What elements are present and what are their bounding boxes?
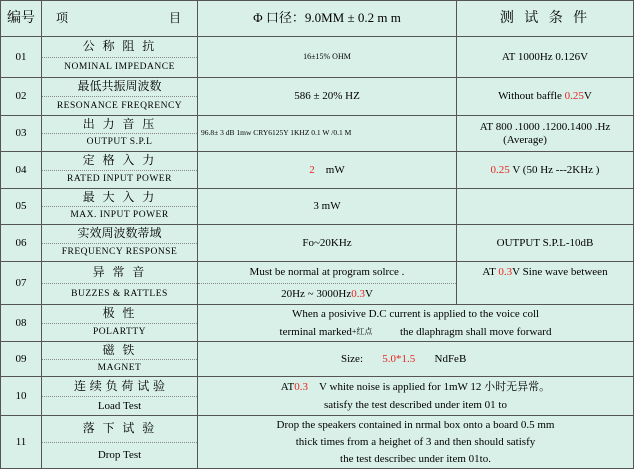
item-en: Load Test: [42, 396, 197, 415]
wide-text: terminal marked: [279, 325, 352, 338]
row-no: 10: [1, 377, 42, 416]
spec-line-2: [198, 283, 456, 304]
item-en: POLARTTY: [42, 323, 197, 341]
wide-line-1: When a posivive D.C current is applied to the voice coll: [291, 308, 540, 321]
row-item: [42, 189, 198, 225]
header-row: [1, 1, 634, 37]
row-no: 11: [1, 416, 42, 469]
table-row: [1, 416, 634, 469]
row-spec: 16±15% OHM: [198, 37, 457, 78]
wide-marker: +红点: [351, 327, 373, 337]
item-cn: 磁 铁: [102, 342, 137, 357]
row-cond: [457, 189, 634, 225]
header-item-right: 目: [168, 10, 183, 25]
cond-voltage: 0.3: [498, 266, 513, 278]
item-cn: 定 格 入 力: [82, 153, 157, 168]
row-item: [42, 152, 198, 189]
item-cn: 公 称 阻 抗: [82, 39, 157, 54]
row-cond: [457, 116, 634, 152]
cond-voltage: 0.25: [490, 163, 510, 176]
spec-unit: mW: [325, 163, 345, 176]
row-cond: [457, 78, 634, 116]
row-item: [42, 262, 198, 305]
row-no: 08: [1, 305, 42, 342]
table-row: [1, 262, 634, 305]
item-en: MAGNET: [42, 359, 197, 376]
header-cond: 测 试 条 件: [457, 1, 634, 37]
wide-text-2: the dlaphragm shall move forward: [399, 325, 552, 338]
magnet-size: 5.0*1.5: [382, 352, 416, 365]
row-no: 02: [1, 78, 42, 116]
spec-voltage: 0.3: [351, 287, 365, 300]
cond-text: V (50 Hz ---2KHz ): [512, 163, 600, 176]
row-no: 04: [1, 152, 42, 189]
item-en: RATED INPUT POWER: [42, 170, 197, 188]
item-cn: 实效周波数蒂域: [77, 226, 162, 241]
item-en: Drop Test: [42, 442, 197, 468]
table-row: [1, 377, 634, 416]
wide-text: Size:: [341, 352, 366, 365]
table-row: [1, 342, 634, 377]
header-spec: Φ 口径：9.0MM ± 0.2 m m: [198, 1, 457, 37]
row-wide: [198, 416, 634, 469]
row-spec: 96.8± 3 dB 1mw CRY6125Y 1KHZ 0.1 W /0.1 M: [198, 116, 457, 152]
row-item: [42, 37, 198, 78]
cond-line-1: AT 800 .1000 .1200.1400 .Hz: [479, 120, 611, 133]
table-row: [1, 225, 634, 262]
row-item: [42, 416, 198, 469]
table-row: [1, 78, 634, 116]
row-item: [42, 225, 198, 262]
item-en: NOMINAL IMPEDANCE: [42, 57, 197, 77]
wide-line-2: thick times from a heighet of 3 and then should satisfy: [295, 435, 536, 448]
spec-line-1: [198, 262, 456, 283]
row-wide: [198, 305, 634, 342]
wide-line-2: [198, 324, 633, 341]
row-spec: [198, 152, 457, 189]
item-en: RESONANCE FREQRENCY: [42, 96, 197, 115]
row-wide: [198, 342, 634, 377]
spec-range: 20Hz ~ 3000Hz: [281, 287, 352, 300]
item-cn: 连 续 负 荷 试 验: [73, 378, 166, 393]
row-cond: AT 1000Hz 0.126V: [457, 37, 634, 78]
row-no: 05: [1, 189, 42, 225]
item-en: FREQUENCY RESPONSE: [42, 243, 197, 261]
spec-power: 2: [309, 163, 315, 176]
item-cn: 出 力 音 压: [82, 116, 157, 131]
table-row: [1, 189, 634, 225]
item-cn: 异 常 音: [92, 264, 147, 279]
row-cond: [457, 152, 634, 189]
header-no: 编号: [1, 1, 42, 37]
cond-voltage: 0.25: [564, 90, 584, 103]
item-cn: 最低共振周波数: [77, 79, 162, 94]
wide-line-3: the test describec under item 01to.: [340, 452, 491, 465]
item-en: MAX. INPUT POWER: [42, 206, 197, 224]
row-no: 01: [1, 37, 42, 78]
cond-text-2: V Sine wave between: [512, 266, 608, 278]
wide-line-1: [198, 378, 633, 397]
row-no: 07: [1, 262, 42, 305]
cond-text: AT: [482, 266, 499, 278]
row-no: 03: [1, 116, 42, 152]
item-cn: 极 性: [102, 306, 137, 321]
cond-unit: V: [583, 90, 592, 103]
magnet-material: NdFeB: [434, 352, 467, 365]
row-wide: [198, 377, 634, 416]
table-row: [1, 116, 634, 152]
row-cond: OUTPUT S.P.L-10dB: [457, 225, 634, 262]
spec-unit: V: [364, 287, 373, 300]
row-spec: [198, 262, 457, 305]
row-spec: Fo~20KHz: [198, 225, 457, 262]
item-en: OUTPUT S.P.L: [42, 133, 197, 151]
spec-text: Must be normal at program solrce .: [249, 266, 405, 279]
row-item: [42, 78, 198, 116]
row-item: [42, 305, 198, 342]
wide-text: AT: [280, 380, 295, 393]
item-cn: 落 下 试 验: [82, 421, 157, 436]
item-cn: 最 大 入 力: [82, 189, 157, 204]
table-row: [1, 37, 634, 78]
cond-line-2: (Average): [503, 133, 547, 146]
row-no: 06: [1, 225, 42, 262]
header-item-left: 项: [56, 10, 71, 25]
row-spec: 3 mW: [198, 189, 457, 225]
row-cond: [457, 262, 634, 305]
table-row: [1, 305, 634, 342]
header-item: [42, 1, 198, 37]
wide-line-1: Drop the speakers contained in nrmal box onto a board 0.5 mm: [276, 418, 555, 431]
wide-line-2: satisfy the test described under item 01 to: [324, 399, 507, 412]
row-no: 09: [1, 342, 42, 377]
cond-text: Without baffle: [498, 90, 565, 103]
load-voltage: 0.3: [294, 380, 308, 393]
row-item: [42, 377, 198, 416]
row-spec: 586 ± 20% HZ: [198, 78, 457, 116]
item-en: BUZZES & RATTLES: [42, 283, 197, 304]
row-item: [42, 342, 198, 377]
table-row: [1, 152, 634, 189]
row-item: [42, 116, 198, 152]
wide-text-2: V white noise is applied for 1mW 12 小时无异常。: [319, 380, 551, 393]
